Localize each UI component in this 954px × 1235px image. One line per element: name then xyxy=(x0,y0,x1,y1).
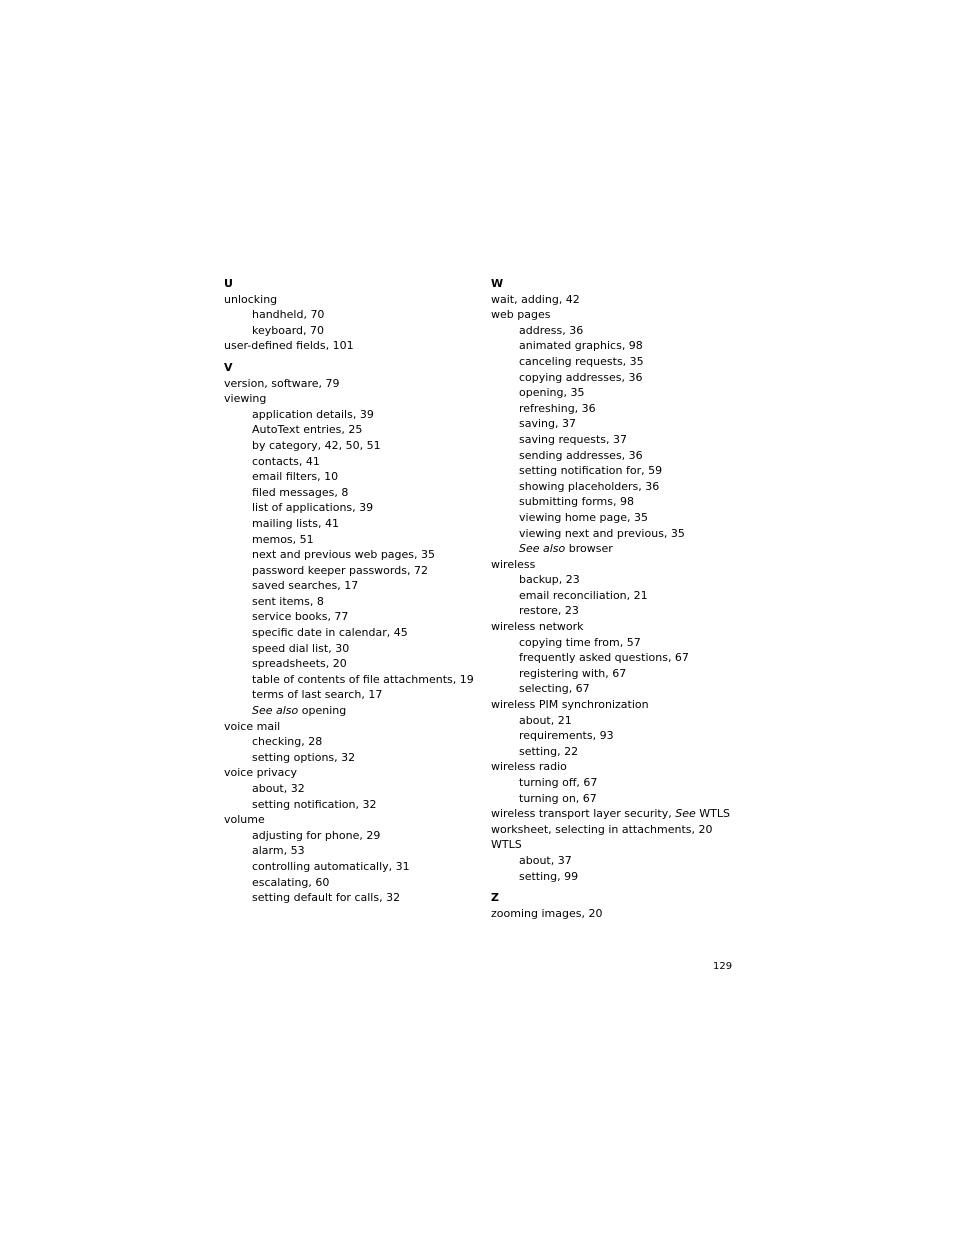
page-number: 129 xyxy=(713,961,733,972)
index-entry: voice privacy xyxy=(224,766,297,780)
index-subentry: service books, 77 xyxy=(252,610,349,624)
index-entry: wait, adding, 42 xyxy=(491,292,580,306)
index-subentry: turning off, 67 xyxy=(519,776,598,789)
index-subentry: by category, 42, 50, 51 xyxy=(252,438,381,452)
index-entry: version, software, 79 xyxy=(224,376,340,390)
index-subentry: memos, 51 xyxy=(252,532,314,546)
index-subentry: sent items, 8 xyxy=(252,594,324,608)
index-subentry: restore, 23 xyxy=(519,604,579,618)
index-subentry: setting default for calls, 32 xyxy=(252,891,401,905)
index-entry: WTLS xyxy=(491,838,522,852)
index-subentry: keyboard, 70 xyxy=(252,323,325,337)
index-subentry: email reconciliation, 21 xyxy=(519,588,648,602)
index-subentry: registering with, 67 xyxy=(519,666,627,680)
index-entry: wireless xyxy=(491,557,536,571)
index-subentry: handheld, 70 xyxy=(252,308,325,322)
index-subentry: email filters, 10 xyxy=(252,470,339,484)
index-entry: user-defined fields, 101 xyxy=(224,339,354,353)
see-also-reference: See also xyxy=(252,704,299,718)
section-letter-v: V xyxy=(224,360,233,374)
index-subentry: sending addresses, 36 xyxy=(519,448,643,462)
index-subentry: copying time from, 57 xyxy=(519,635,641,649)
index-subentry: address, 36 xyxy=(519,323,584,337)
index-subentry: adjusting for phone, 29 xyxy=(252,828,381,842)
index-subentry: table of contents of file attachments, 19 xyxy=(252,672,474,686)
section-letter-w: W xyxy=(491,277,504,290)
index-subentry: contacts, 41 xyxy=(252,454,320,468)
index-subentry: saving requests, 37 xyxy=(519,432,628,446)
index-entry: voice mail xyxy=(224,719,281,733)
index-subentry: password keeper passwords, 72 xyxy=(252,563,428,577)
index-entry: viewing xyxy=(224,392,267,406)
index-entry: web pages xyxy=(491,308,551,322)
index-subentry: escalating, 60 xyxy=(252,875,330,889)
entry-text: browser xyxy=(565,542,613,556)
index-column-left xyxy=(224,276,474,906)
index-subentry xyxy=(224,703,474,719)
index-subentry: checking, 28 xyxy=(252,735,323,749)
index-subentry: copying addresses, 36 xyxy=(519,370,643,384)
index-subentry: saved searches, 17 xyxy=(252,579,359,593)
entry-text: wireless transport layer security, xyxy=(491,807,676,821)
index-subentry: viewing next and previous, 35 xyxy=(519,526,685,540)
index-subentry: setting, 99 xyxy=(519,869,579,883)
index-subentry: backup, 23 xyxy=(519,573,580,587)
index-entry: wireless PIM synchronization xyxy=(491,698,649,712)
index-subentry: filed messages, 8 xyxy=(252,485,349,499)
index-subentry: frequently asked questions, 67 xyxy=(519,651,689,665)
index-subentry: list of applications, 39 xyxy=(252,501,374,515)
entry-text: WTLS xyxy=(695,807,730,821)
index-subentry: setting, 22 xyxy=(519,744,579,758)
index-subentry: spreadsheets, 20 xyxy=(252,657,347,671)
index-subentry: refreshing, 36 xyxy=(519,401,596,415)
index-subentry: viewing home page, 35 xyxy=(519,510,648,524)
index-subentry: animated graphics, 98 xyxy=(519,339,643,353)
index-subentry: controlling automatically, 31 xyxy=(252,859,410,873)
index-subentry: about, 32 xyxy=(252,782,305,795)
index-subentry: specific date in calendar, 45 xyxy=(252,626,408,640)
index-entry: worksheet, selecting in attachments, 20 xyxy=(491,822,713,836)
index-entry: wireless network xyxy=(491,620,584,634)
index-subentry: selecting, 67 xyxy=(519,682,590,696)
index-subentry: opening, 35 xyxy=(519,386,585,400)
index-subentry: application details, 39 xyxy=(252,407,374,421)
index-subentry: AutoText entries, 25 xyxy=(252,423,363,437)
index-subentry: setting notification, 32 xyxy=(252,797,377,811)
index-column-right xyxy=(491,276,741,921)
index-subentry: speed dial list, 30 xyxy=(252,641,350,655)
index-subentry: alarm, 53 xyxy=(252,844,305,858)
index-entry: zooming images, 20 xyxy=(491,906,603,920)
index-subentry: requirements, 93 xyxy=(519,729,614,743)
section-letter-z: Z xyxy=(491,891,499,905)
see-also-reference: See also xyxy=(519,542,566,556)
see-reference: See xyxy=(675,807,696,821)
index-entry: wireless radio xyxy=(491,760,567,774)
index-subentry: next and previous web pages, 35 xyxy=(252,548,436,562)
index-subentry xyxy=(491,541,741,557)
index-subentry: submitting forms, 98 xyxy=(519,495,634,509)
index-subentry: showing placeholders, 36 xyxy=(519,479,660,493)
index-subentry: about, 37 xyxy=(519,853,572,867)
index-subentry: canceling requests, 35 xyxy=(519,354,644,368)
entry-text: opening xyxy=(298,704,347,718)
index-subentry: about, 21 xyxy=(519,713,572,727)
index-entry: unlocking xyxy=(224,292,278,306)
index-subentry: mailing lists, 41 xyxy=(252,516,339,530)
index-entry: volume xyxy=(224,813,265,827)
index-entry xyxy=(491,806,741,822)
index-subentry: turning on, 67 xyxy=(519,791,597,805)
section-letter-u: U xyxy=(224,277,233,290)
index-subentry: terms of last search, 17 xyxy=(252,688,383,702)
index-subentry: setting notification for, 59 xyxy=(519,464,663,478)
index-subentry: saving, 37 xyxy=(519,417,576,431)
index-subentry: setting options, 32 xyxy=(252,750,356,764)
